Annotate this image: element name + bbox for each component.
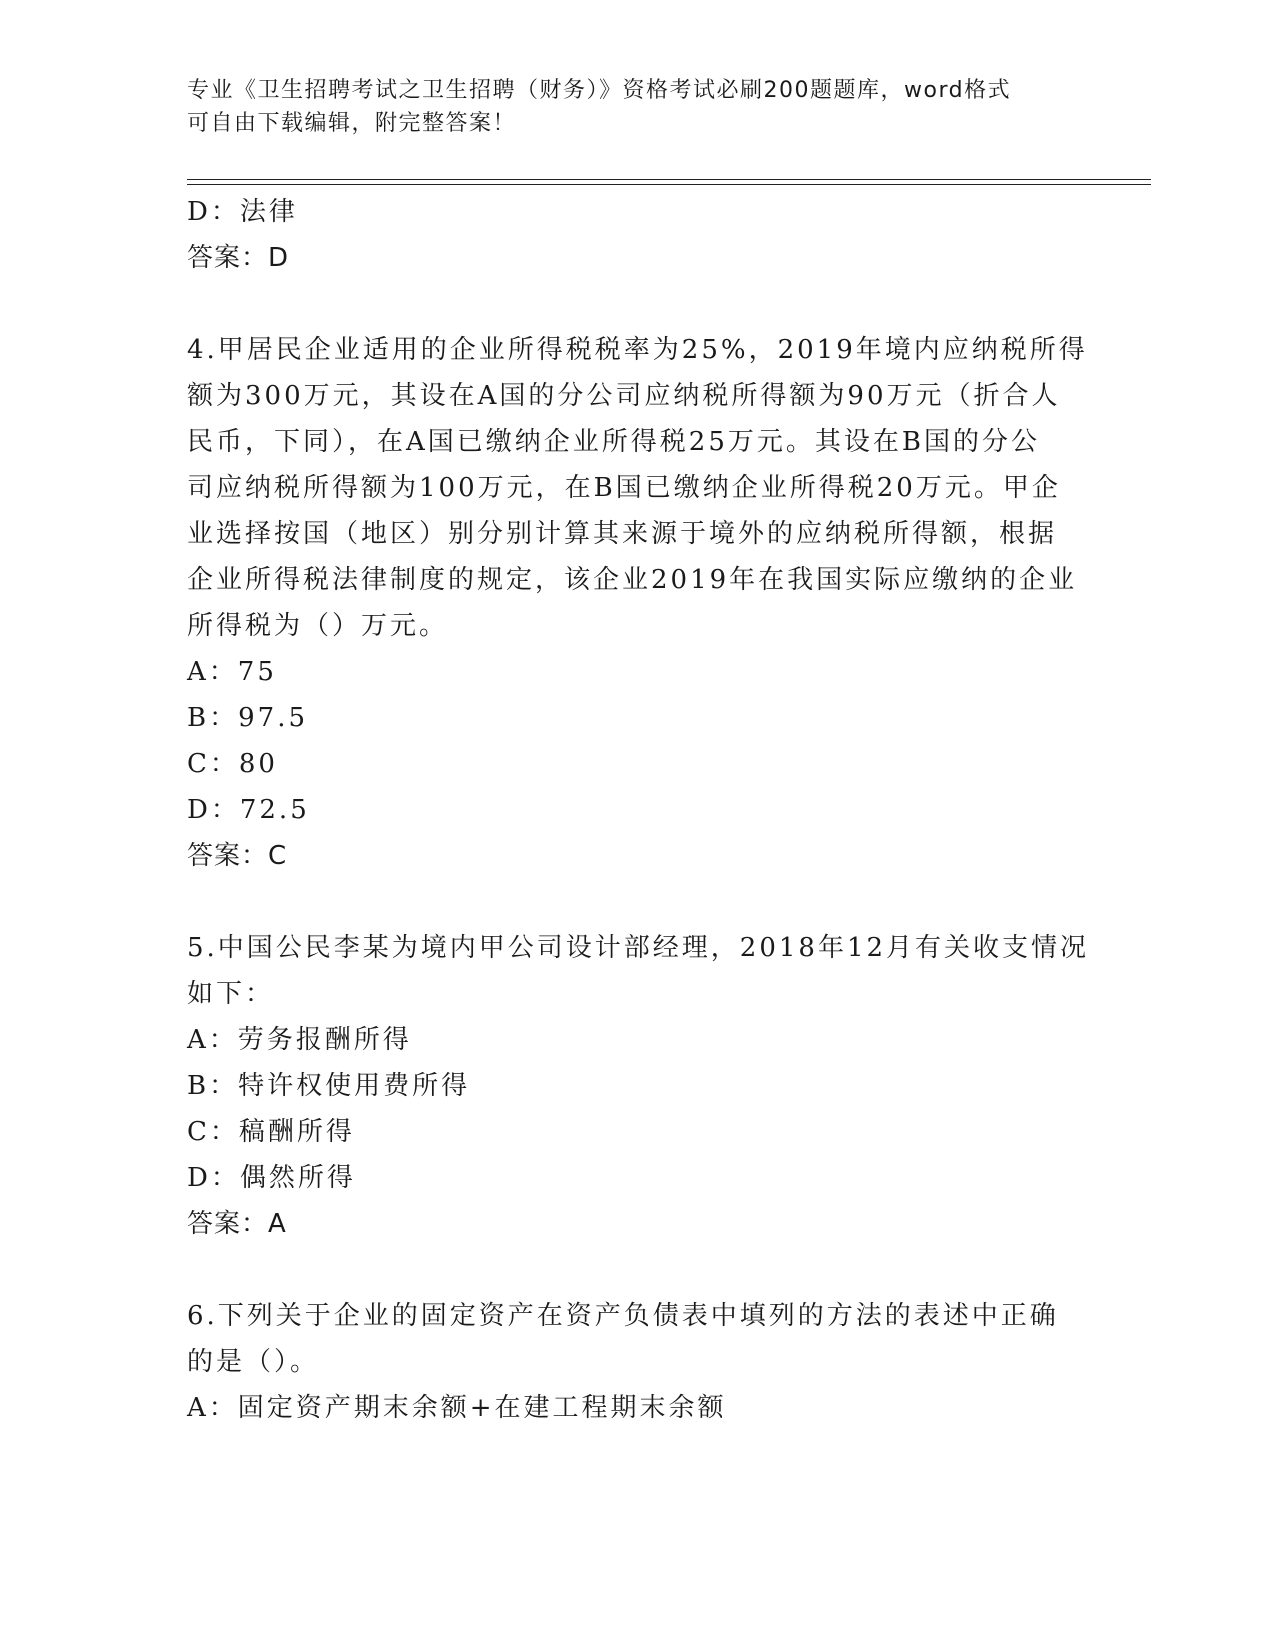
stem-line: 业选择按国（地区）别分别计算其来源于境外的应纳税所得额，根据: [187, 519, 1058, 549]
option-a: A：75: [187, 657, 277, 687]
option-b: B：97.5: [187, 703, 308, 733]
stem-line: 5.中国公民李某为境内甲公司设计部经理，2018年12月有关收支情况: [187, 933, 1090, 963]
stem-line: 6.下列关于企业的固定资产在资产负债表中填列的方法的表述中正确: [187, 1301, 1059, 1331]
spacer: [187, 1247, 1087, 1293]
question-stem: [187, 925, 1090, 1017]
stem-line: 司应纳税所得额为100万元，在B国已缴纳企业所得税20万元。甲企: [187, 473, 1061, 503]
answer: 答案：D: [187, 243, 290, 273]
header-divider-bottom: [187, 184, 1151, 185]
option-d: D：法律: [187, 197, 298, 227]
stem-line: 额为300万元，其设在A国的分公司应纳税所得额为90万元（折合人: [187, 381, 1061, 411]
header-divider-top: [187, 179, 1151, 180]
question-6: [187, 1293, 1087, 1431]
option-a: A：劳务报酬所得: [187, 1025, 412, 1055]
spacer: [187, 281, 1087, 327]
option-c: C：80: [187, 749, 278, 779]
option-c: C：稿酬所得: [187, 1117, 355, 1147]
stem-line: 4.甲居民企业适用的企业所得税税率为25%，2019年境内应纳税所得: [187, 335, 1088, 365]
question-4: [187, 327, 1087, 879]
answer: 答案：A: [187, 1209, 287, 1239]
option-b: B：特许权使用费所得: [187, 1071, 471, 1101]
option-d: D：偶然所得: [187, 1163, 356, 1193]
stem-line: 企业所得税法律制度的规定，该企业2019年在我国实际应缴纳的企业: [187, 565, 1078, 595]
stem-line: 民币，下同），在A国已缴纳企业所得税25万元。其设在B国的分公: [187, 427, 1040, 457]
stem-line: 所得税为（）万元。: [187, 611, 449, 641]
spacer: [187, 879, 1087, 925]
stem-line: 如下：: [187, 979, 275, 1009]
header-title-line-1: 专业《卫生招聘考试之卫生招聘（财务）》资格考试必刷200题题库，word格式: [187, 78, 1012, 103]
question-5: [187, 925, 1090, 1247]
question-stem: [187, 1293, 1087, 1385]
stem-line: 的是（）。: [187, 1347, 320, 1377]
answer: 答案：C: [187, 841, 288, 871]
document-body: [187, 189, 1090, 1431]
option-d: D：72.5: [187, 795, 310, 825]
option-a: A：固定资产期末余额+在建工程期末余额: [187, 1393, 727, 1423]
header-title-line-2: 可自由下载编辑，附完整答案！: [187, 111, 517, 136]
page-header: [187, 74, 1067, 140]
question-stem: [187, 327, 1087, 649]
